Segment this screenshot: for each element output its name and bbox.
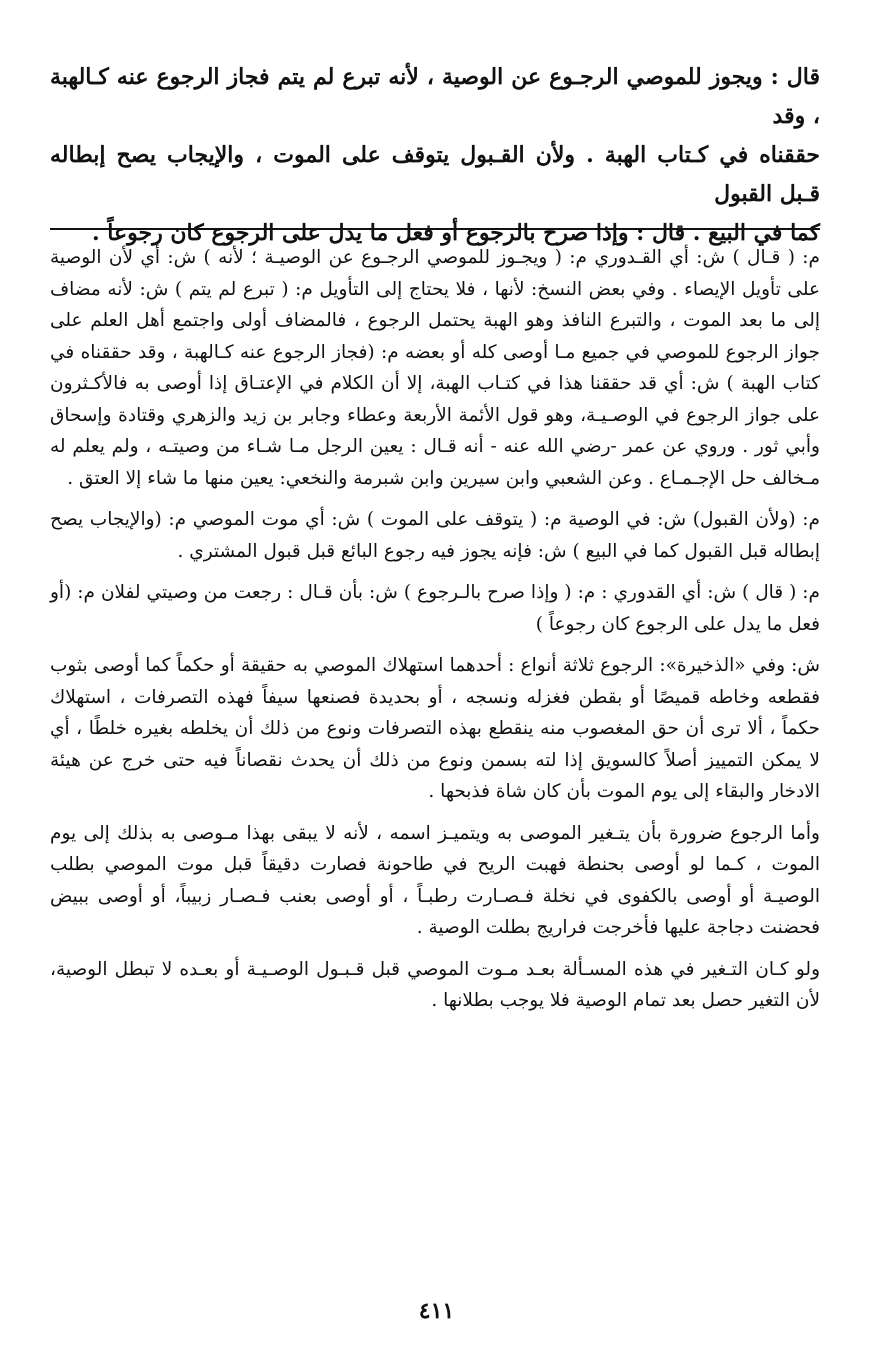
main-text-line: قال : ويجوز للموصي الرجـوع عن الوصية ، لأنه تبرع لم يتم فجاز الرجوع عنه كـالهبة ، وقد: [50, 64, 820, 129]
main-text-block: [50, 58, 820, 253]
commentary-paragraph: وأما الرجوع ضرورة بأن يتـغير الموصى به ويتميـز اسمه ، لأنه لا يبقى بهذا مـوصى به بذلك إلى يوم الموت ، كـما لو أوصى بحنطة فهبت الريح في طاحونة فصارت دقيقاً قبل موت الموصي بطلب الوصيـة أو أوصى بالكفوى في نخلة فـصـارت رطبـاً ، أو أوصى بعنب فـصـار زبيباً، أو أوصى ببيض فحضنت دجاجة عليها فأخرجت فراريج بطلت الوصية .: [50, 822, 820, 938]
main-text-line: كما في البيع . قال : وإذا صرح بالرجوع أو فعل ما يدل على الرجوع كان رجوعاً .: [91, 220, 820, 246]
commentary-block: [50, 242, 820, 1027]
separator-rule: [50, 228, 820, 230]
page-number: ٤١١: [418, 1298, 455, 1324]
commentary-paragraph: ش: وفي «الذخيرة»: الرجوع ثلاثة أنواع : أحدهما استهلاك الموصي به حقيقة أو حكماً كما أوصى بثوب فقطعه وخاطه قميصًا أو بقطن فغزله ونسجه ، أو بحديدة فصنعها سيفاً فهذه التصرفات ، استهلاك حكماً ، ألا ترى أن حق المغصوب منه ينقطع بهذه التصرفات ونوع من ذلك أن يخلطه بغيره خلطًا ، أي لا يمكن التمييز أصلاً كالسويق إذا لته بسمن ونوع من ذلك أن يحدث نقصاناً فيه حتى خرج عن هيئة الادخار والبقاء إلى يوم الموت بأن كان شاة فذبحها .: [50, 655, 820, 802]
main-text-line: حققناه في كـتاب الهبة . ولأن القـبول يتوقف على الموت ، والإيجاب يصح إبطاله قـبل القبول: [50, 142, 821, 207]
commentary-paragraph: م: ( قال ) ش: أي القدوري : م: ( وإذا صرح بالـرجوع ) ش: بأن قـال : رجعت من وصيتي لفلان م: (أو فعل ما يدل على الرجوع كان رجوعاً ): [50, 582, 820, 635]
commentary-paragraph: م: (ولأن القبول) ش: في الوصية م: ( يتوقف على الموت ) ش: أي موت الموصي م: (والإيجاب يصح إبطاله قبل القبول كما في البيع ) ش: فإنه يجوز فيه رجوع البائع قبل قبول المشتري .: [50, 509, 820, 562]
commentary-paragraph: ولو كـان التـغير في هذه المسـألة بعـد مـوت الموصي قبل قـبـول الوصـيـة أو بعـده لا تبطل الوصية، لأن التغير حصل بعد تمام الوصية فلا يوجب بطلانها .: [50, 958, 820, 1011]
commentary-paragraph: م: ( قـال ) ش: أي القـدوري م: ( ويجـوز للموصي الرجـوع عن الوصيـة ؛ لأنه ) ش: أي لأن الوصية على تأويل الإيصاء . وفي بعض النسخ: لأنها ، فلا يحتاج إلى التأويل م: ( تبرع لم يتم ) ش: لأنه مضاف إلى ما بعد الموت ، والتبرع النافذ وهو الهبة يحتمل الرجوع ، فالمضاف أولى واجتمع أهل العلم على جواز الرجوع للموصي في جميع مـا أوصى كله أو بعضه م: (فجاز الرجوع عنه كـالهبة ، وقد حققناه في كتاب الهبة ) ش: أي قد حققنا هذا في كتـاب الهبة، إلا أن الكلام في الإعتـاق إذا أوصى به فالأكـثرون على جواز الرجوع في الوصـيـة، وهو قول الأئمة الأربعة وعطاء وجابر بن زيد والزهري وقتادة وإسحاق وأبي ثور . وروي عن عمر -رضي الله عنه - أنه قـال : يعين الرجل مـا شـاء من وصيتـه ، ولم يعلم له مـخالف حل الإجـمـاع . وعن الشعبي وابن سيرين وابن شبرمة والنخعي: يعين منها ما شاء إلا العتق .: [50, 247, 820, 489]
